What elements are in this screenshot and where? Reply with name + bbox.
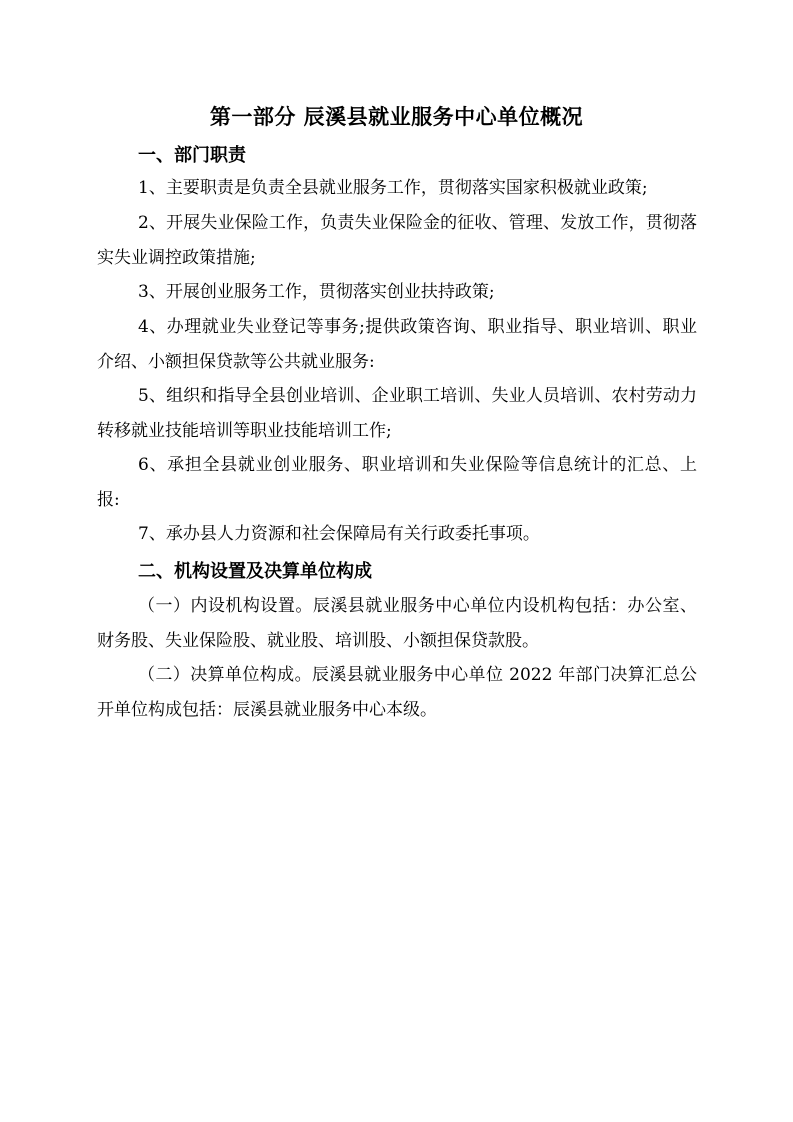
duty-item-6: 6、承担全县就业创业服务、职业培训和失业保险等信息统计的汇总、上报: <box>97 455 697 510</box>
section-heading-organization: 二、机构设置及决算单位构成 <box>138 561 372 582</box>
duty-item-1: 1、主要职责是负责全县就业服务工作，贯彻落实国家积极就业政策; <box>138 178 648 198</box>
duty-item-4: 4、办理就业失业登记等事务;提供政策咨询、职业指导、职业培训、职业介绍、小额担保贷款等公共就业服务: <box>97 317 697 372</box>
duty-item-2: 2、开展失业保险工作，负责失业保险金的征收、管理、发放工作，贯彻落实失业调控政策措施; <box>97 213 697 268</box>
organization-item-2: （二）决算单位构成。辰溪县就业服务中心单位 2022 年部门决算汇总公开单位构成包括：辰溪县就业服务中心本级。 <box>97 665 697 720</box>
section-heading-duties: 一、部门职责 <box>138 145 246 166</box>
organization-item-1: （一）内设机构设置。辰溪县就业服务中心单位内设机构包括：办公室、财务股、失业保险股、就业股、培训股、小额担保贷款股。 <box>97 596 697 651</box>
duty-item-7: 7、承办县人力资源和社会保障局有关行政委托事项。 <box>138 524 540 544</box>
page-title: 第一部分 辰溪县就业服务中心单位概况 <box>209 105 584 129</box>
duty-item-5: 5、组织和指导全县创业培训、企业职工培训、失业人员培训、农村劳动力转移就业技能培训等职业技能培训工作; <box>97 386 697 441</box>
duty-item-3: 3、开展创业服务工作，贯彻落实创业扶持政策; <box>138 282 495 302</box>
